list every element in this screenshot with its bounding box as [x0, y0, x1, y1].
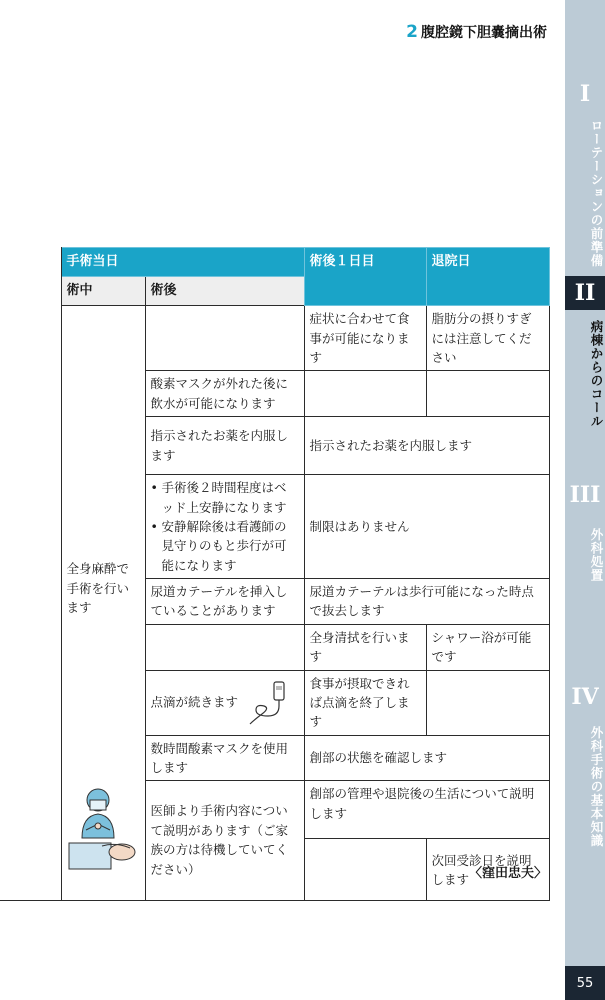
- r4-post-bullet-1: • 手術後２時間程度はベッド上安静になります: [151, 478, 299, 517]
- r2-day1-cell: [304, 371, 426, 417]
- intra-op-cell: [61, 306, 145, 901]
- r5-day1-cell: 尿道カテーテルは歩行可能になった時点で抜去します: [304, 579, 549, 625]
- r6-discharge-cell: シャワー浴が可能です: [426, 624, 549, 670]
- tab-label-1[interactable]: ローテーションの前準備: [589, 118, 604, 268]
- r3-day1-cell: 指示されたお薬を内服します: [304, 417, 549, 475]
- chapter-number: 2: [406, 22, 418, 42]
- r7-day1-cell: 食事が摂取できれば点滴を終了します: [304, 670, 426, 735]
- header-post-op: 術後: [145, 277, 304, 306]
- r7-discharge-cell: [426, 670, 549, 735]
- tab-roman-1[interactable]: I: [579, 81, 591, 107]
- page-number: 55: [565, 966, 605, 1000]
- r9-day1-cell: 創部の管理や退院後の生活について説明します: [304, 781, 549, 839]
- r8-post-cell: 数時間酸素マスクを使用します: [145, 735, 304, 781]
- intra-op-text: 全身麻酔で手術を行います: [66, 561, 130, 616]
- r7-post-text: 点滴が続きます: [150, 694, 239, 710]
- r4-post-bullet-2: • 安静解除後は看護師の見守りのもと歩行が可能になります: [151, 517, 299, 575]
- header-surgery-day: 手術当日: [61, 248, 304, 277]
- r2-post-cell: 酸素マスクが外れた後に飲水が可能になります: [145, 371, 304, 417]
- r6-day1-cell: 全身清拭を行います: [304, 624, 426, 670]
- chapter-header: [406, 22, 547, 42]
- tab-label-4[interactable]: 外科手術の基本知識: [589, 726, 604, 848]
- r5-post-cell: 尿道カテーテルを挿入していることがあります: [145, 579, 304, 625]
- r9-post-cell: 医師より手術内容について説明があります（ご家族の方は待機していてください）: [145, 781, 304, 901]
- left-margin-cell: [0, 248, 61, 901]
- clinical-pathway-table: [0, 247, 550, 901]
- r2-discharge-cell: [426, 371, 549, 417]
- tab-roman-3[interactable]: III: [569, 482, 601, 508]
- header-discharge: 退院日: [426, 248, 549, 306]
- r4-post-cell: [145, 475, 304, 579]
- tab-label-3[interactable]: 外科処置: [589, 528, 604, 582]
- tab-label-2[interactable]: 病棟からのコール: [589, 319, 604, 428]
- chapter-title: 腹腔鏡下胆嚢摘出術: [421, 25, 547, 41]
- r4-day1-cell: 制限はありません: [304, 475, 549, 579]
- tab-roman-4[interactable]: IV: [571, 684, 599, 710]
- r10-day1-cell: [304, 839, 426, 901]
- surgeon-illustration-icon: [68, 788, 142, 870]
- r1-day1-cell: 症状に合わせて食事が可能になります: [304, 306, 426, 371]
- author-credit: 〈窪田忠夫〉: [468, 866, 547, 881]
- r7-post-cell: [145, 670, 304, 735]
- r1-post-cell: [145, 306, 304, 371]
- r8-day1-cell: 創部の状態を確認します: [304, 735, 549, 781]
- header-intra-op: 術中: [61, 277, 145, 306]
- section-tab-strip: [565, 0, 605, 1000]
- r1-discharge-cell: 脂肪分の摂りすぎには注意してください: [426, 306, 549, 371]
- r6-post-cell: [145, 624, 304, 670]
- header-post-day1: 術後１日目: [304, 248, 426, 306]
- tab-roman-2[interactable]: II: [565, 276, 605, 310]
- r10-discharge-cell: 次回受診日を説明します: [426, 839, 549, 901]
- iv-drip-icon: [248, 680, 288, 726]
- r3-post-cell: 指示されたお薬を内服します: [145, 417, 304, 475]
